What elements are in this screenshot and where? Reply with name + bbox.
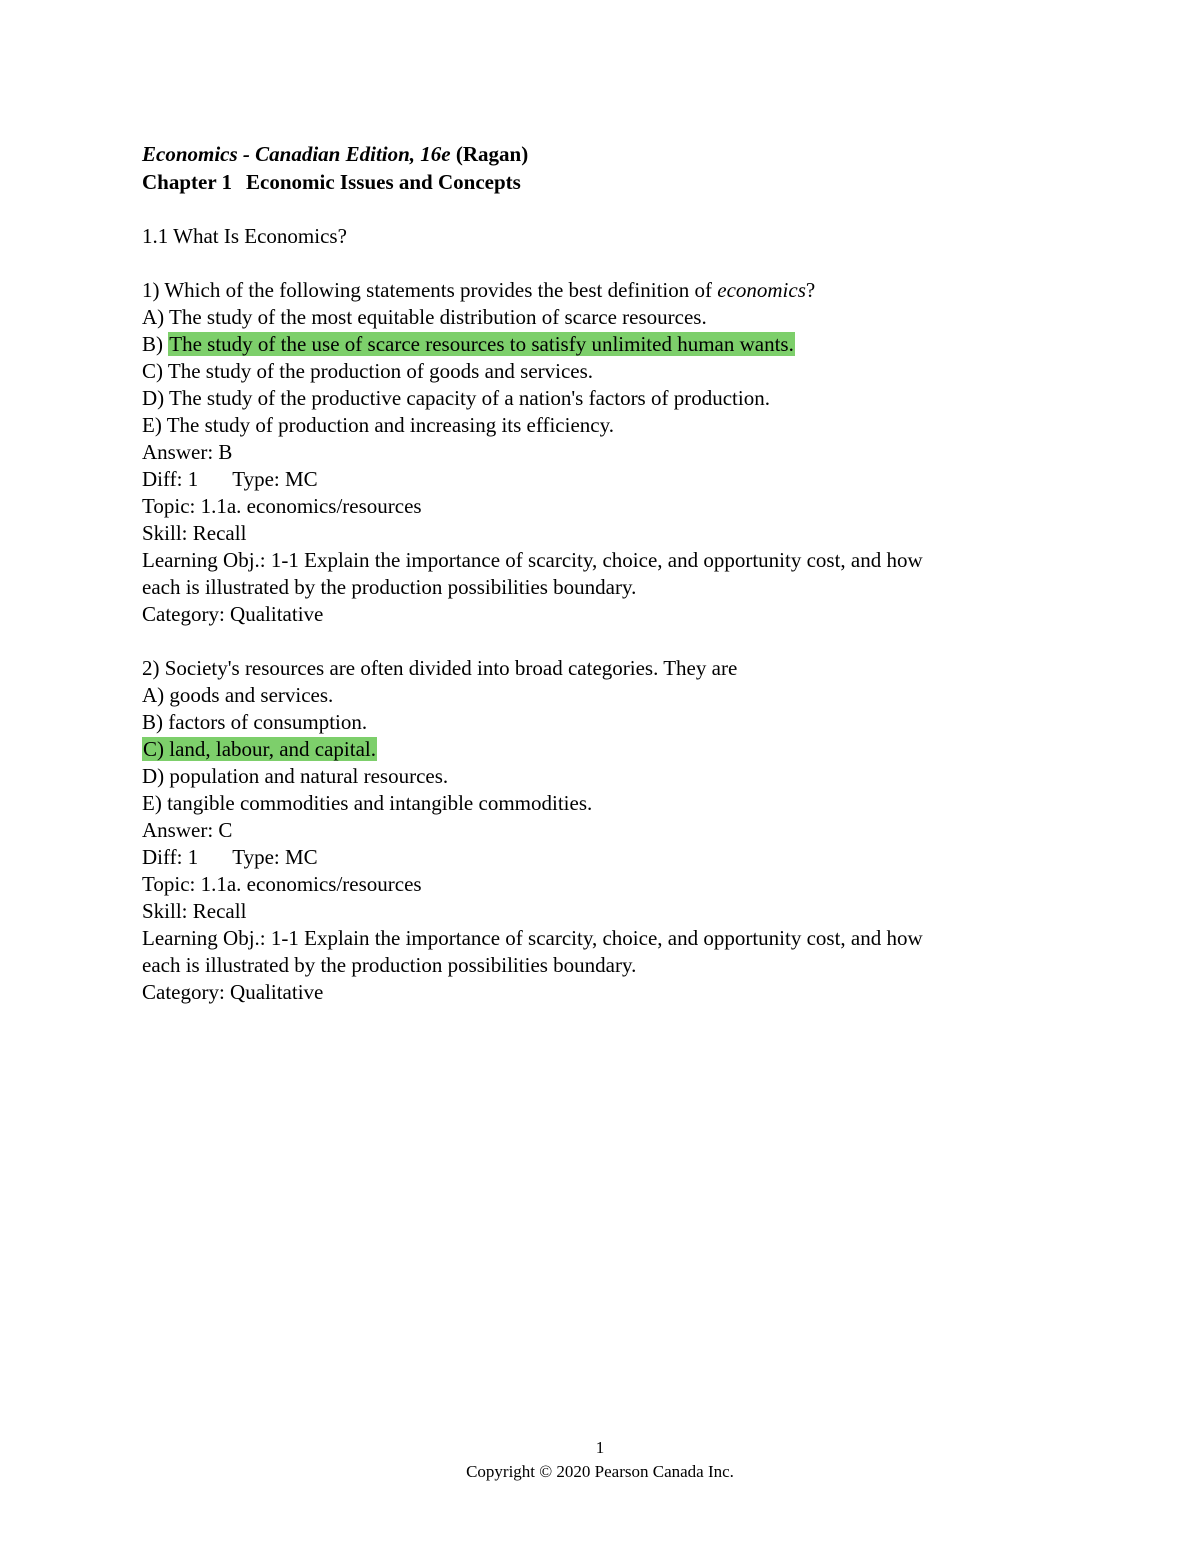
category: Category: Qualitative: [142, 980, 324, 1004]
answer: Answer: C: [142, 818, 233, 842]
option-b: [142, 331, 1042, 358]
question-stem: 2) Society's resources are often divided into broad categories. They are: [142, 656, 738, 680]
page-content: [142, 140, 1042, 1006]
option-c: [142, 736, 1042, 763]
difficulty: Diff: 1: [142, 467, 199, 491]
learning-objective-line-2: each is illustrated by the production possibilities boundary.: [142, 575, 637, 599]
section-heading: 1.1 What Is Economics?: [142, 224, 347, 248]
chapter-name: Economic Issues and Concepts: [246, 170, 521, 194]
answer: Answer: B: [142, 440, 233, 464]
option-e: E) The study of production and increasing its efficiency.: [142, 413, 614, 437]
question-type: Type: MC: [232, 467, 318, 491]
option-d: D) The study of the productive capacity of a nation's factors of production.: [142, 386, 770, 410]
option-b: B) factors of consumption.: [142, 710, 368, 734]
chapter-label: Chapter 1: [142, 170, 233, 194]
category: Category: Qualitative: [142, 602, 324, 626]
skill: Skill: Recall: [142, 521, 247, 545]
option-a: A) The study of the most equitable distribution of scarce resources.: [142, 305, 707, 329]
copyright-notice: Copyright © 2020 Pearson Canada Inc.: [466, 1462, 734, 1481]
highlighted-answer: C) land, labour, and capital.: [143, 737, 376, 761]
highlighted-answer: The study of the use of scarce resources to satisfy unlimited human wants.: [169, 332, 794, 356]
question-stem: [142, 277, 1042, 304]
book-title: [142, 140, 1042, 168]
learning-objective-line-1: Learning Obj.: 1-1 Explain the importance of scarcity, choice, and opportunity cost, and how: [142, 548, 923, 572]
question-stem-end: ?: [805, 278, 816, 302]
question-stem-text: 1) Which of the following statements provides the best definition of: [142, 278, 718, 302]
learning-objective-line-1: Learning Obj.: 1-1 Explain the importance of scarcity, choice, and opportunity cost, and how: [142, 926, 923, 950]
topic: Topic: 1.1a. economics/resources: [142, 494, 422, 518]
book-author: (Ragan): [455, 142, 529, 166]
topic: Topic: 1.1a. economics/resources: [142, 872, 422, 896]
option-b-label: B): [142, 332, 169, 356]
diff-type: [142, 844, 1042, 871]
question-1: [142, 277, 1042, 628]
question-2: [142, 655, 1042, 1006]
skill: Skill: Recall: [142, 899, 247, 923]
question-type: Type: MC: [232, 845, 318, 869]
question-stem-emphasis: economics: [717, 278, 806, 302]
option-c: C) The study of the production of goods and services.: [142, 359, 594, 383]
diff-type: [142, 466, 1042, 493]
chapter-heading: [142, 168, 1042, 196]
option-e: E) tangible commodities and intangible commodities.: [142, 791, 593, 815]
learning-objective-line-2: each is illustrated by the production possibilities boundary.: [142, 953, 637, 977]
option-d: D) population and natural resources.: [142, 764, 449, 788]
option-a: A) goods and services.: [142, 683, 334, 707]
book-title-text: Economics - Canadian Edition, 16e: [142, 142, 451, 166]
page-number: 1: [595, 1438, 605, 1457]
difficulty: Diff: 1: [142, 845, 199, 869]
